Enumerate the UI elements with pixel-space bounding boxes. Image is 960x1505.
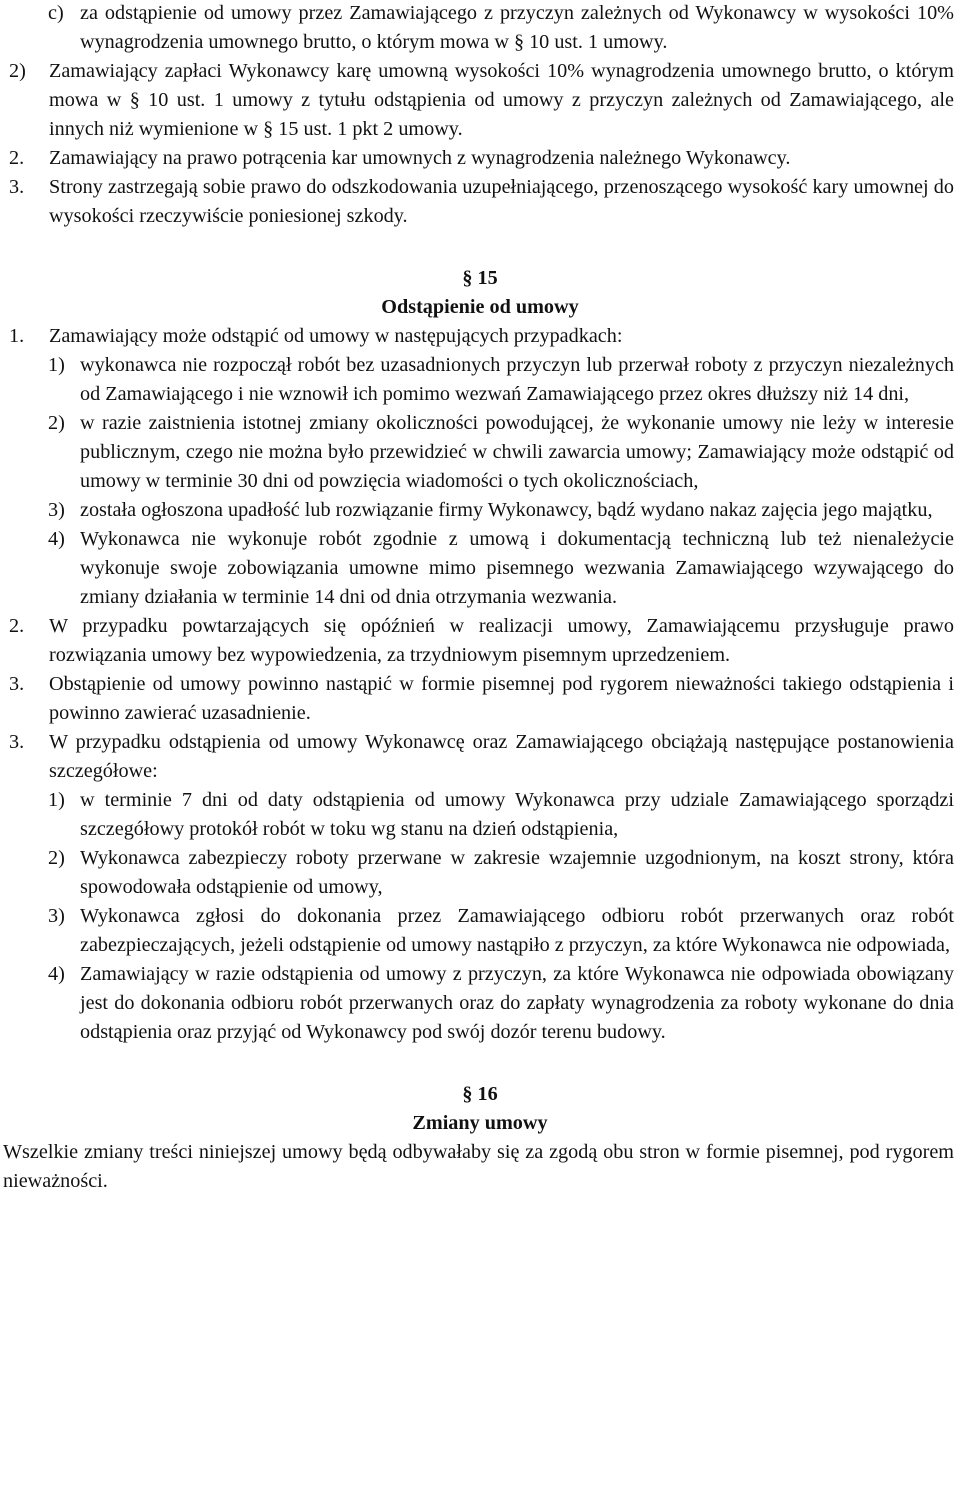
item-label: 4) xyxy=(48,963,65,985)
section-16-title: Zmiany umowy xyxy=(412,1112,548,1134)
item-label: 4) xyxy=(48,528,65,550)
item-text: w terminie 7 dni od daty odstąpienia od umowy Wykonawca przy udziale Zamawiającego sporządzi szczegółowy protokół robót w toku wg stanu na dzień odstąpienia, xyxy=(80,789,954,840)
penalty-item-c xyxy=(48,0,954,57)
section-16-number: § 16 xyxy=(462,1083,498,1105)
item-label: 3. xyxy=(9,176,25,198)
item-text: W przypadku odstąpienia od umowy Wykonawcę oraz Zamawiającego obciążają następujące postanowienia szczegółowe: xyxy=(49,731,954,782)
obligation-2 xyxy=(48,844,954,902)
item-text: Obstąpienie od umowy powinno nastąpić w formie pisemnej pod rygorem nieważności takiego odstąpienia i powinno zawierać uzasadnienie. xyxy=(49,673,954,724)
item-text: Wykonawca nie wykonuje robót zgodnie z umową i dokumentacją techniczną lub też nienależycie wykonuje swoje zobowiązania umowne mimo pisemnego wezwania Zamawiającego wzywającego do zmiany działania w terminie 14 dni od dnia otrzymania wezwania. xyxy=(80,528,954,608)
obligation-1 xyxy=(48,786,954,844)
item-label: c) xyxy=(48,2,64,24)
spacer xyxy=(0,1047,960,1076)
section-15-point-3a xyxy=(9,670,954,728)
section-15-number: § 15 xyxy=(462,267,498,289)
item-label: 1) xyxy=(48,789,65,811)
obligation-3 xyxy=(48,902,954,960)
item-label: 2) xyxy=(48,847,65,869)
item-text: Wykonawca zgłosi do dokonania przez Zamawiającego odbioru robót przerwanych oraz robót zabezpieczających, jeżeli odstąpienie od umowy nastąpiło z przyczyn, za które Wykonawca nie odpowiada, xyxy=(80,905,954,956)
penalty-item-2 xyxy=(9,57,954,144)
item-label: 1. xyxy=(9,325,25,347)
item-label: 3) xyxy=(48,499,65,521)
item-label: 2. xyxy=(9,615,25,637)
section-15-point-3b xyxy=(9,728,954,786)
clause-2 xyxy=(9,144,954,173)
spacer xyxy=(0,231,960,260)
item-label: 3. xyxy=(9,731,25,753)
item-label: 3. xyxy=(9,673,25,695)
item-text: Zamawiający na prawo potrącenia kar umownych z wynagrodzenia należnego Wykonawcy. xyxy=(49,147,791,169)
section-15-title: Odstąpienie od umowy xyxy=(381,296,579,318)
item-text: Zamawiający może odstąpić od umowy w następujących przypadkach: xyxy=(49,325,623,347)
section-16-text: Wszelkie zmiany treści niniejszej umowy będą odbywałaby się za zgodą obu stron w formie pisemnej, pod rygorem nieważności. xyxy=(3,1141,954,1192)
section-15-intro xyxy=(9,322,954,351)
item-text: Wykonawca zabezpieczy roboty przerwane w zakresie wzajemnie uzgodnionym, na koszt strony, która spowodowała odstąpienie od umowy, xyxy=(80,847,954,898)
obligation-4 xyxy=(48,960,954,1047)
item-text: Strony zastrzegają sobie prawo do odszkodowania uzupełniającego, przenoszącego wysokość kary umownej do wysokości rzeczywiście poniesionej szkody. xyxy=(49,176,954,227)
item-label: 1) xyxy=(48,354,65,376)
section-15-point-2 xyxy=(9,612,954,670)
item-label: 2) xyxy=(48,412,65,434)
withdrawal-case-2 xyxy=(48,409,954,496)
item-label: 2) xyxy=(9,60,26,82)
item-text: została ogłoszona upadłość lub rozwiązanie firmy Wykonawcy, bądź wydano nakaz zajęcia jego majątku, xyxy=(80,499,933,521)
clause-3 xyxy=(9,173,954,231)
withdrawal-case-4 xyxy=(48,525,954,612)
item-label: 3) xyxy=(48,905,65,927)
item-text: wykonawca nie rozpoczął robót bez uzasadnionych przyczyn lub przerwał roboty z przyczyn niezależnych od Zamawiającego i nie wznowił ich pomimo wezwań Zamawiającego przez okres dłuższy niż 14 dni, xyxy=(80,354,954,405)
item-text: za odstąpienie od umowy przez Zamawiającego z przyczyn zależnych od Wykonawcy w wysokości 10% wynagrodzenia umownego brutto, o którym mowa w § 10 ust. 1 umowy. xyxy=(80,2,954,53)
item-label: 2. xyxy=(9,147,25,169)
item-text: Zamawiający zapłaci Wykonawcy karę umowną wysokości 10% wynagrodzenia umownego brutto, o którym mowa w § 10 ust. 1 umowy z tytułu odstąpienia od umowy z przyczyn zależnych od Zamawiającego, ale innych niż wymienione w § 15 ust. 1 pkt 2 umowy. xyxy=(49,60,954,140)
withdrawal-case-1 xyxy=(48,351,954,409)
item-text: Zamawiający w razie odstąpienia od umowy z przyczyn, za które Wykonawca nie odpowiada obowiązany jest do dokonania odbioru robót przerwanych oraz do zapłaty wynagrodzenia za roboty wykonane do dnia odstąpienia oraz przyjąć od Wykonawcy pod swój dozór terenu budowy. xyxy=(80,963,954,1043)
item-text: w razie zaistnienia istotnej zmiany okoliczności powodującej, że wykonanie umowy nie leży w interesie publicznym, czego nie można było przewidzieć w chwili zawarcia umowy; Zamawiający może odstąpić od umowy w terminie 30 dni od powzięcia wiadomości o tych okolicznościach, xyxy=(80,412,954,492)
withdrawal-case-3 xyxy=(48,496,954,525)
item-text: W przypadku powtarzających się opóźnień w realizacji umowy, Zamawiającemu przysługuje prawo rozwiązania umowy bez wypowiedzenia, za trzydniowym pisemnym uprzedzeniem. xyxy=(49,615,954,666)
